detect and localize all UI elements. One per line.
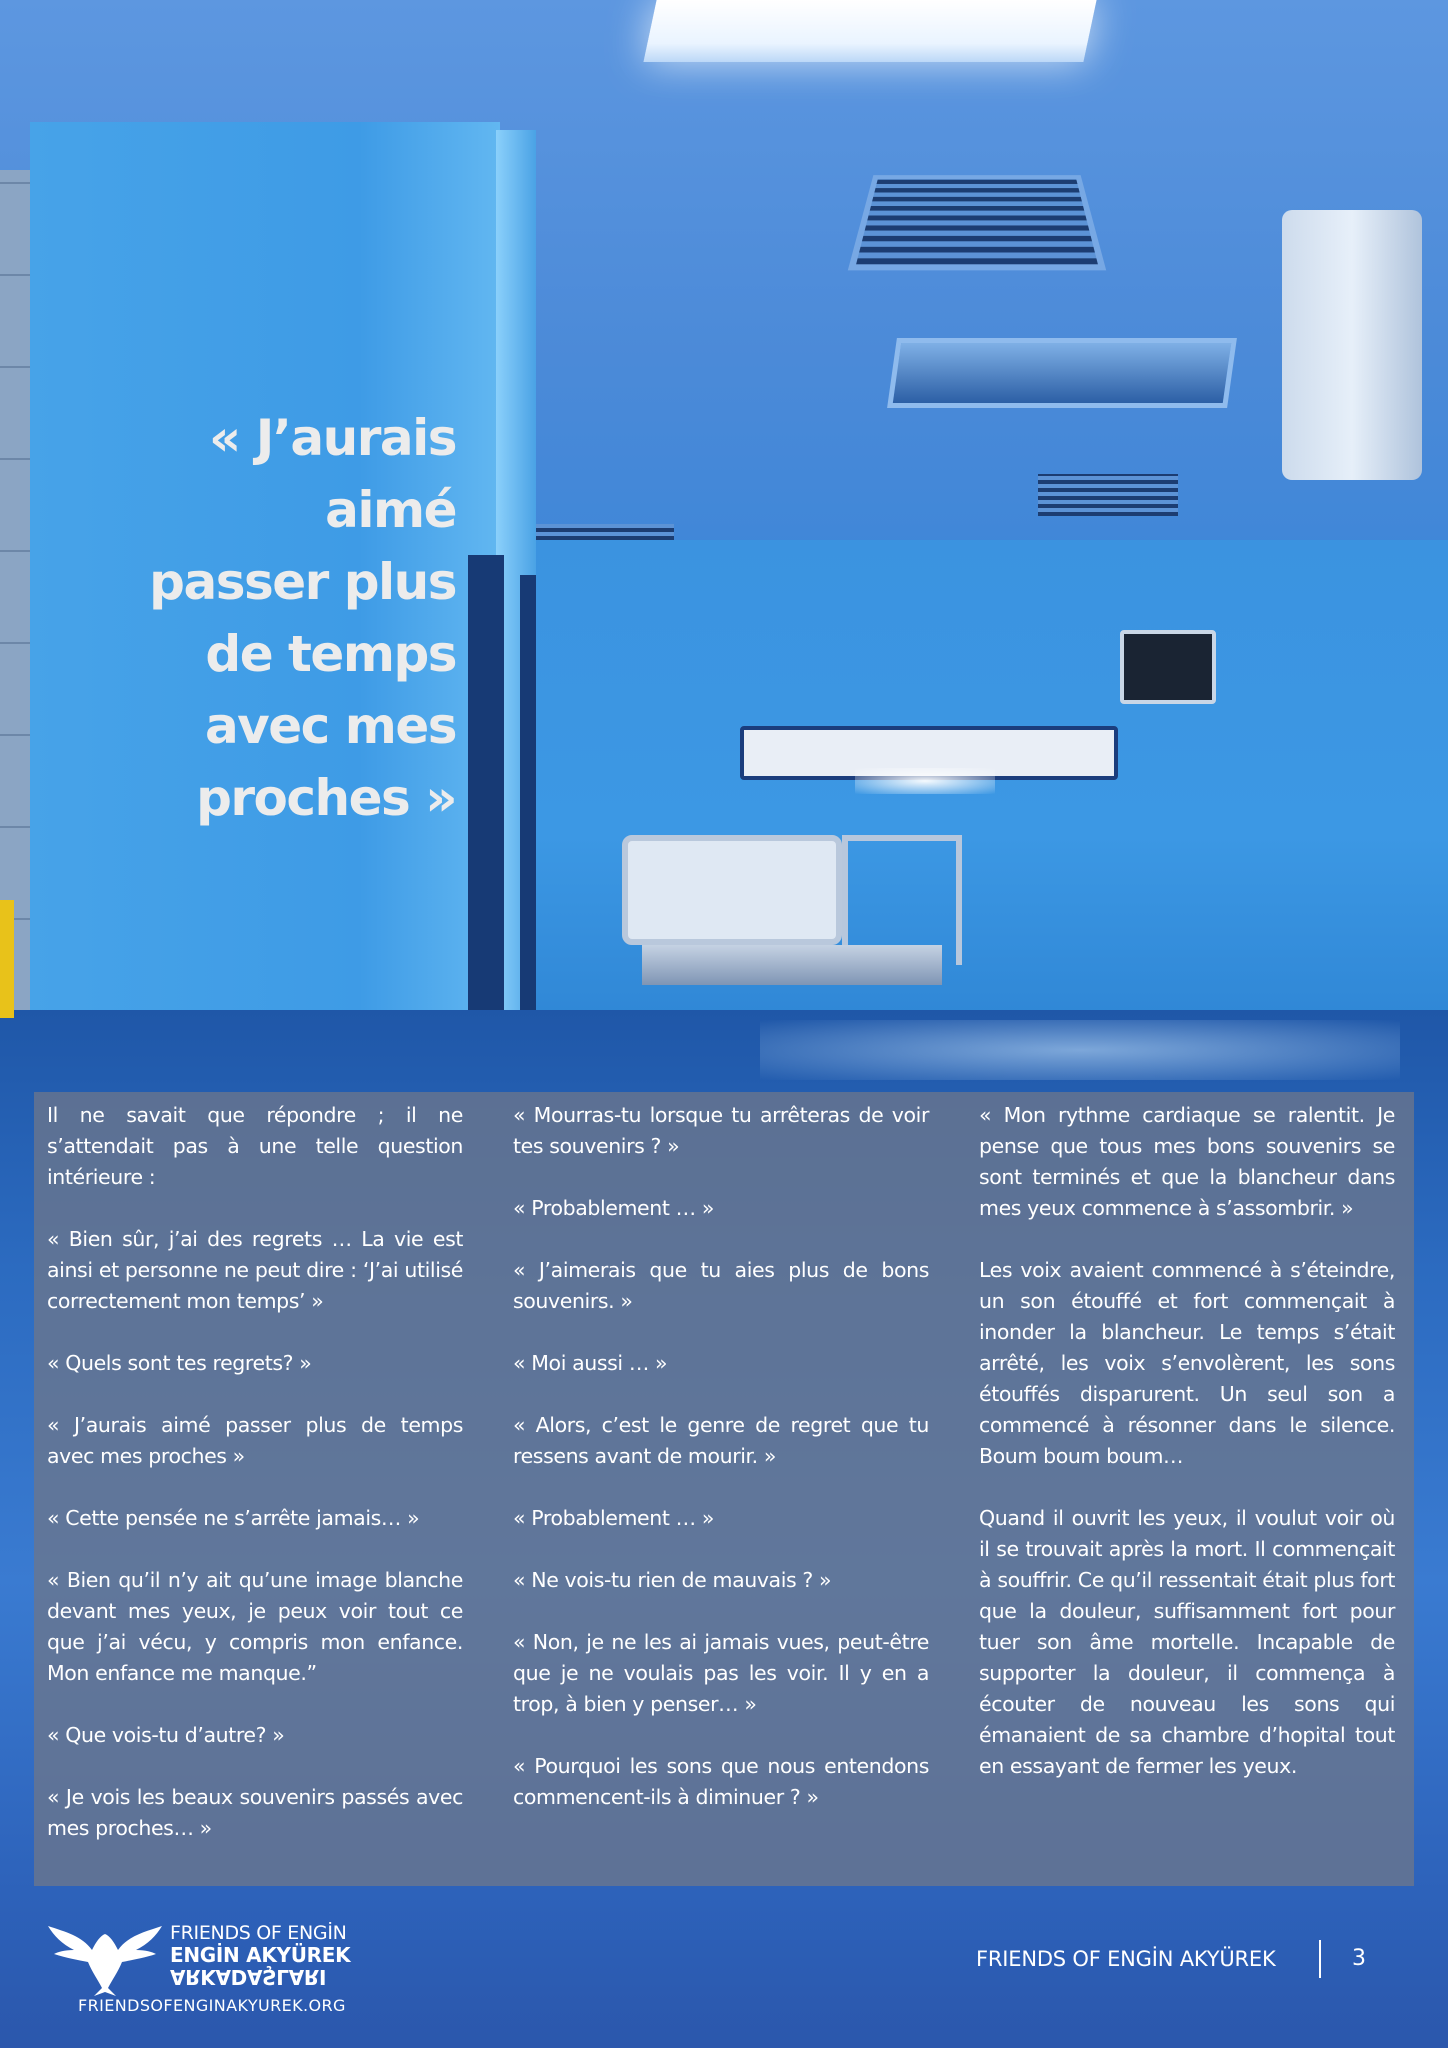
paragraph: « Non, je ne les ai jamais vues, peut-être que je ne voulais pas les voir. Il y en a trop, à bien y penser… » xyxy=(513,1630,929,1716)
text-column-3 xyxy=(979,1100,1395,1782)
paragraph: « J’aimerais que tu aies plus de bons souvenirs. » xyxy=(513,1258,929,1313)
headline-line: passer plus xyxy=(149,553,456,611)
paragraph: « Bien sûr, j’ai des regrets … La vie est ainsi et personne ne peut dire : ‘J’ai utilisé correctement mon temps’ » xyxy=(47,1227,463,1313)
paragraph: Les voix avaient commencé à s’éteindre, un son étouffé et fort commençait à inonder la blancheur. Le temps s’était arrêté, les voix s’envolèrent, les sons étouffés disparurent. Un seul son a commencé à résonner dans le silence. Boum boum boum… xyxy=(979,1258,1395,1468)
footer-divider xyxy=(1319,1940,1321,1978)
paragraph: « Probablement … » xyxy=(513,1196,714,1220)
surgical-light-arm xyxy=(1282,210,1422,480)
paragraph: « Mon rythme cardiaque se ralentit. Je pense que tous mes bons souvenirs se sont terminés et que la blancheur dans mes yeux commence à s’assombrir. » xyxy=(979,1103,1395,1220)
bed-base xyxy=(642,945,942,985)
logo-text: FRIENDS OF ENGİN xyxy=(170,1922,347,1944)
bed-headboard xyxy=(622,835,842,945)
corner-guard xyxy=(520,575,536,1010)
page-number: 3 xyxy=(1352,1946,1366,1971)
paragraph: « Alors, c’est le genre de regret que tu ressens avant de mourir. » xyxy=(513,1413,929,1468)
hospital-bed xyxy=(622,835,962,1035)
headline-line: « J’aurais xyxy=(209,409,456,467)
text-column-2 xyxy=(513,1100,929,1813)
paragraph: « Pourquoi les sons que nous entendons commencent-ils à diminuer ? » xyxy=(513,1754,929,1809)
paragraph: « Bien qu’il n’y ait qu’une image blanche devant mes yeux, je peux voir tout ce que j’ai vécu, y compris mon enfance. Mon enfance me manque.” xyxy=(47,1568,463,1685)
footer-brand: FRIENDS OF ENGİN AKYÜREK xyxy=(976,1947,1276,1971)
paragraph: « Cette pensée ne s’arrête jamais… » xyxy=(47,1506,420,1530)
paragraph: « Quels sont tes regrets? » xyxy=(47,1351,312,1375)
paragraph: « Probablement … » xyxy=(513,1506,714,1530)
logo-url[interactable]: FRIENDSOFENGINAKYUREK.ORG xyxy=(78,1996,346,2015)
waste-bin xyxy=(0,900,14,1018)
paragraph: Il ne savait que répondre ; il ne s’attendait pas à une telle question intérieure : xyxy=(47,1103,463,1189)
logo-text-mirrored: ARKADAŞLARI xyxy=(170,1965,327,1989)
paragraph: « Je vois les beaux souvenirs passés avec mes proches… » xyxy=(47,1785,463,1840)
patient-monitor xyxy=(1120,630,1216,704)
headline-line: aimé xyxy=(325,481,456,539)
ceiling-light-panel xyxy=(887,338,1237,408)
headline-line: proches » xyxy=(196,769,456,827)
ceiling-vent xyxy=(1038,474,1178,516)
rail-light xyxy=(855,768,995,794)
ceiling-light xyxy=(643,0,1096,62)
floor-reflection xyxy=(760,1020,1400,1080)
brand-logo[interactable] xyxy=(46,1916,376,2026)
paragraph: « Moi aussi … » xyxy=(513,1351,668,1375)
ceiling-vent xyxy=(848,175,1106,270)
headline-quote xyxy=(110,402,456,834)
text-column-1 xyxy=(47,1100,463,1844)
paragraph: « Que vois-tu d’autre? » xyxy=(47,1723,285,1747)
logo-text: ENGİN AKYÜREK xyxy=(170,1943,351,1967)
eagle-icon xyxy=(46,1922,164,2002)
paragraph: « Mourras-tu lorsque tu arrêteras de voir tes souvenirs ? » xyxy=(513,1103,929,1158)
paragraph: Quand il ouvrit les yeux, il voulut voir où il se trouvait après la mort. Il commençait à souffrir. Ce qu’il ressentait était plus fort que la douleur, suffisamment fort pour tuer son âme mortelle. Incapable de supporter la douleur, il commença à écouter de nouveau les sons qui émanaient de sa chambre d’hopital tout en essayant de fermer les yeux. xyxy=(979,1506,1395,1778)
corner-guard xyxy=(468,555,504,1010)
headline-line: de temps xyxy=(205,625,456,683)
paragraph: « J’aurais aimé passer plus de temps avec mes proches » xyxy=(47,1413,463,1468)
paragraph: « Ne vois-tu rien de mauvais ? » xyxy=(513,1568,832,1592)
headline-line: avec mes xyxy=(204,697,456,755)
